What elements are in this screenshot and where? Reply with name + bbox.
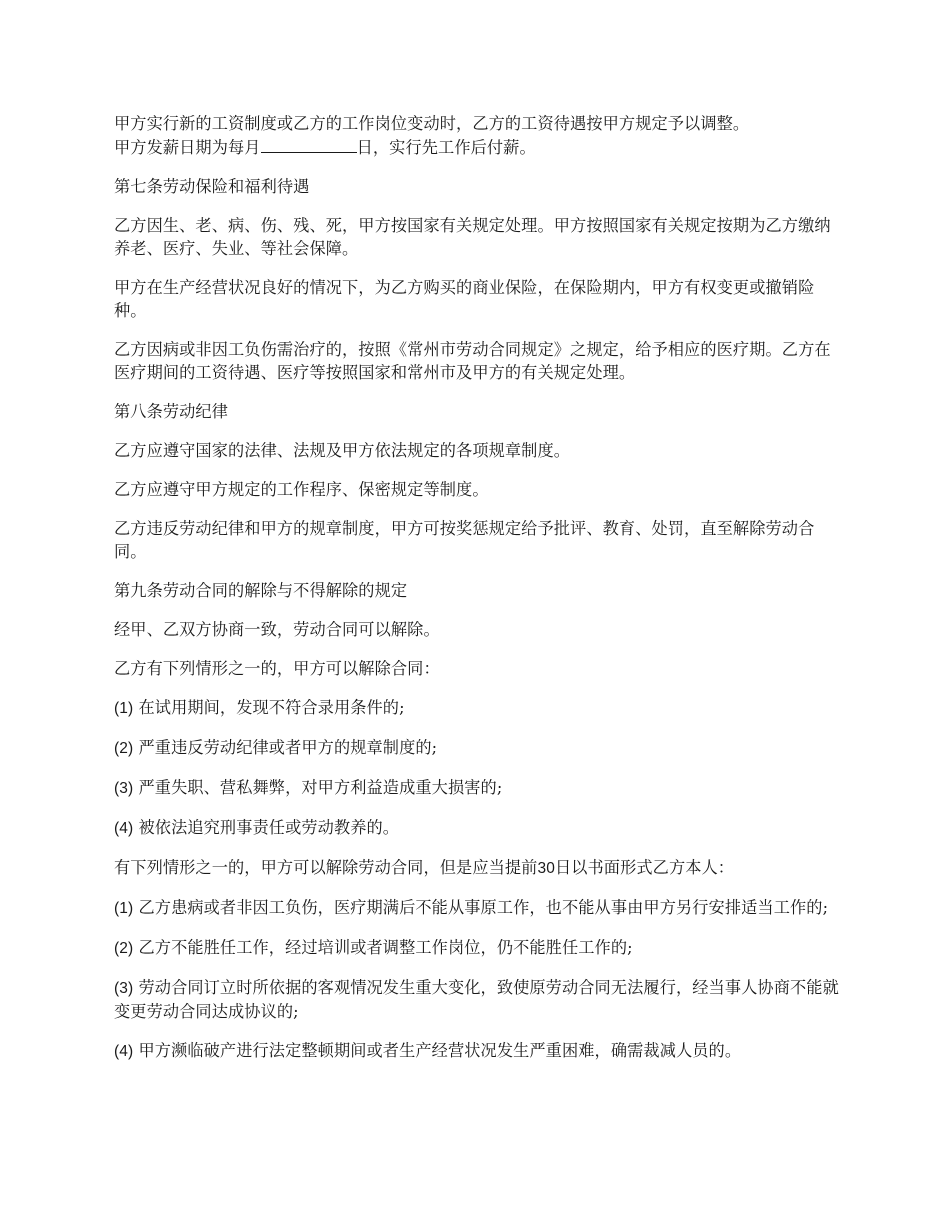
paragraph-discipline-violation: 乙方违反劳动纪律和甲方的规章制度，甲方可按奖惩规定给予批评、教育、处罚，直至解除劳动合同。	[114, 519, 815, 561]
list-item	[114, 776, 842, 800]
list-item	[114, 1039, 842, 1063]
salary-adjustment-text: 甲方实行新的工资制度或乙方的工作岗位变动时，乙方的工资待遇按甲方规定予以调整。	[114, 114, 750, 133]
list-item-text: 劳动合同订立时所依据的客观情况发生重大变化，致使原劳动合同无法履行，经当事人协商不能就变更劳动合同达成协议的;	[114, 978, 839, 1021]
list-item-number: (1)	[114, 900, 134, 917]
list-item-number: (3)	[114, 980, 134, 997]
paragraph-obey-laws: 乙方应遵守国家的法律、法规及甲方依法规定的各项规章制度。	[114, 441, 571, 460]
paragraph-commercial-insurance: 甲方在生产经营状况良好的情况下，为乙方购买的商业保险，在保险期内，甲方有权变更或撤销险种。	[114, 278, 815, 320]
payday-text-before: 甲方发薪日期为每月	[114, 138, 261, 157]
list-item-text: 在试用期间，发现不符合录用条件的;	[138, 698, 405, 717]
paragraph-salary-adjustment	[114, 112, 842, 159]
list-item-text: 乙方不能胜任工作，经过培训或者调整工作岗位，仍不能胜任工作的;	[138, 938, 633, 957]
list-item-text: 乙方患病或者非因工负伤，医疗期满后不能从事原工作，也不能从事由甲方另行安排适当工作的;	[138, 898, 829, 917]
list-item	[114, 736, 842, 760]
list-item-number: (4)	[114, 1043, 134, 1060]
list-item-text: 甲方濒临破产进行法定整顿期间或者生产经营状况发生严重困难，确需裁减人员的。	[138, 1041, 742, 1060]
heading-article-8: 第八条劳动纪律	[114, 402, 229, 421]
paragraph-termination-conditions: 乙方有下列情形之一的，甲方可以解除合同：	[114, 659, 440, 678]
list-item-number: (2)	[114, 940, 134, 957]
list-item-number: (1)	[114, 700, 134, 717]
paragraph-medical-period: 乙方因病或非因工负伤需治疗的，按照《常州市劳动合同规定》之规定，给予相应的医疗期。乙方在医疗期间的工资待遇、医疗等按照国家和常州市及甲方的有关规定处理。	[114, 340, 831, 382]
list-item-text: 严重失职、营私舞弊，对甲方利益造成重大损害的;	[138, 778, 503, 797]
list-item	[114, 816, 842, 840]
heading-article-9: 第九条劳动合同的解除与不得解除的规定	[114, 581, 408, 600]
paragraph-obey-procedures: 乙方应遵守甲方规定的工作程序、保密规定等制度。	[114, 480, 489, 499]
paragraph-mutual-termination: 经甲、乙双方协商一致，劳动合同可以解除。	[114, 620, 440, 639]
list-item-number: (4)	[114, 820, 134, 837]
payday-line	[114, 135, 842, 159]
list-item-number: (2)	[114, 740, 134, 757]
list-item-text: 严重违反劳动纪律或者甲方的规章制度的;	[138, 738, 438, 757]
document-body	[114, 112, 842, 1079]
heading-article-7: 第七条劳动保险和福利待遇	[114, 177, 310, 196]
paragraph-social-insurance: 乙方因生、老、病、伤、残、死，甲方按国家有关规定处理。甲方按照国家有关规定按期为乙方缴纳养老、医疗、失业、等社会保障。	[114, 216, 831, 258]
list-item	[114, 976, 842, 1023]
list-item	[114, 896, 842, 920]
paragraph-notice-termination	[114, 856, 842, 880]
list-item-number: (3)	[114, 780, 134, 797]
notice-days: 30	[537, 860, 555, 877]
notice-text-before: 有下列情形之一的，甲方可以解除劳动合同，但是应当提前	[114, 858, 538, 877]
list-item	[114, 696, 842, 720]
payday-blank-field	[261, 135, 357, 153]
list-item	[114, 936, 842, 960]
notice-text-after: 日以书面形式乙方本人：	[554, 858, 735, 877]
list-item-text: 被依法追究刑事责任或劳动教养的。	[138, 818, 400, 837]
payday-text-after: 日，实行先工作后付薪。	[356, 138, 536, 157]
